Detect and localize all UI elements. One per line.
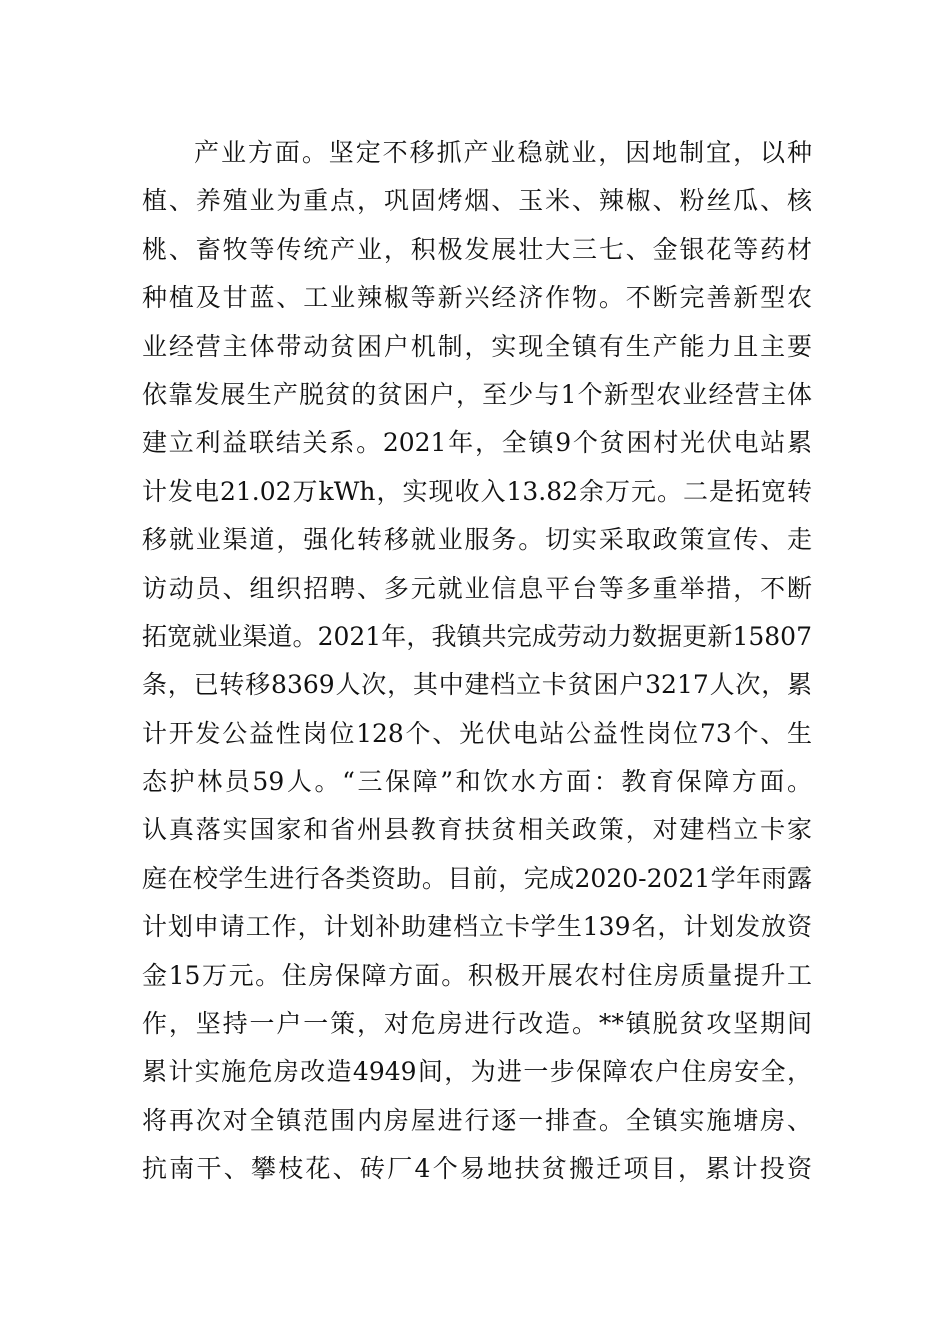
- text-line: 态护林员59人。“三保障”和饮水方面：教育保障方面。: [142, 767, 812, 797]
- text-line: 依靠发展生产脱贫的贫困户，至少与1个新型农业经营主体: [142, 379, 812, 409]
- text-line: 抗南干、攀枝花、砖厂4个易地扶贫搬迁项目，累计投资: [142, 1154, 812, 1184]
- text-line: 认真落实国家和省州县教育扶贫相关政策，对建档立卡家: [142, 815, 812, 845]
- body-paragraph: [142, 129, 812, 1194]
- text-line: 计开发公益性岗位128个、光伏电站公益性岗位73个、生: [142, 718, 812, 748]
- text-line: 金15万元。住房保障方面。积极开展农村住房质量提升工: [142, 960, 812, 990]
- text-line: 作，坚持一户一策，对危房进行改造。**镇脱贫攻坚期间: [142, 1009, 812, 1039]
- text-line: 庭在校学生进行各类资助。目前，完成2020-2021学年雨露: [142, 863, 812, 893]
- text-line: 计发电21.02万kWh，实现收入13.82余万元。二是拓宽转: [142, 476, 812, 506]
- text-line: 种植及甘蓝、工业辣椒等新兴经济作物。不断完善新型农: [142, 283, 812, 313]
- text-line: 移就业渠道，强化转移就业服务。切实采取政策宣传、走: [142, 525, 812, 555]
- text-line: 植、养殖业为重点，巩固烤烟、玉米、辣椒、粉丝瓜、核: [142, 186, 812, 216]
- text-line: 计划申请工作，计划补助建档立卡学生139名，计划发放资: [142, 912, 812, 942]
- text-line: 访动员、组织招聘、多元就业信息平台等多重举措，不断: [142, 573, 812, 603]
- text-line: 将再次对全镇范围内房屋进行逐一排查。全镇实施塘房、: [142, 1105, 812, 1135]
- text-line: 桃、畜牧等传统产业，积极发展壮大三七、金银花等药材: [142, 234, 812, 264]
- text-line: 产业方面。坚定不移抓产业稳就业，因地制宜，以种: [194, 138, 812, 167]
- text-line: 业经营主体带动贫困户机制，实现全镇有生产能力且主要: [142, 331, 812, 361]
- text-line: 累计实施危房改造4949间，为进一步保障农户住房安全，: [142, 1057, 812, 1087]
- text-line: 建立利益联结关系。2021年，全镇9个贫困村光伏电站累: [142, 428, 812, 458]
- text-line: 拓宽就业渠道。2021年，我镇共完成劳动力数据更新15807: [142, 621, 812, 651]
- text-line: 条，已转移8369人次，其中建档立卡贫困户3217人次，累: [142, 670, 812, 700]
